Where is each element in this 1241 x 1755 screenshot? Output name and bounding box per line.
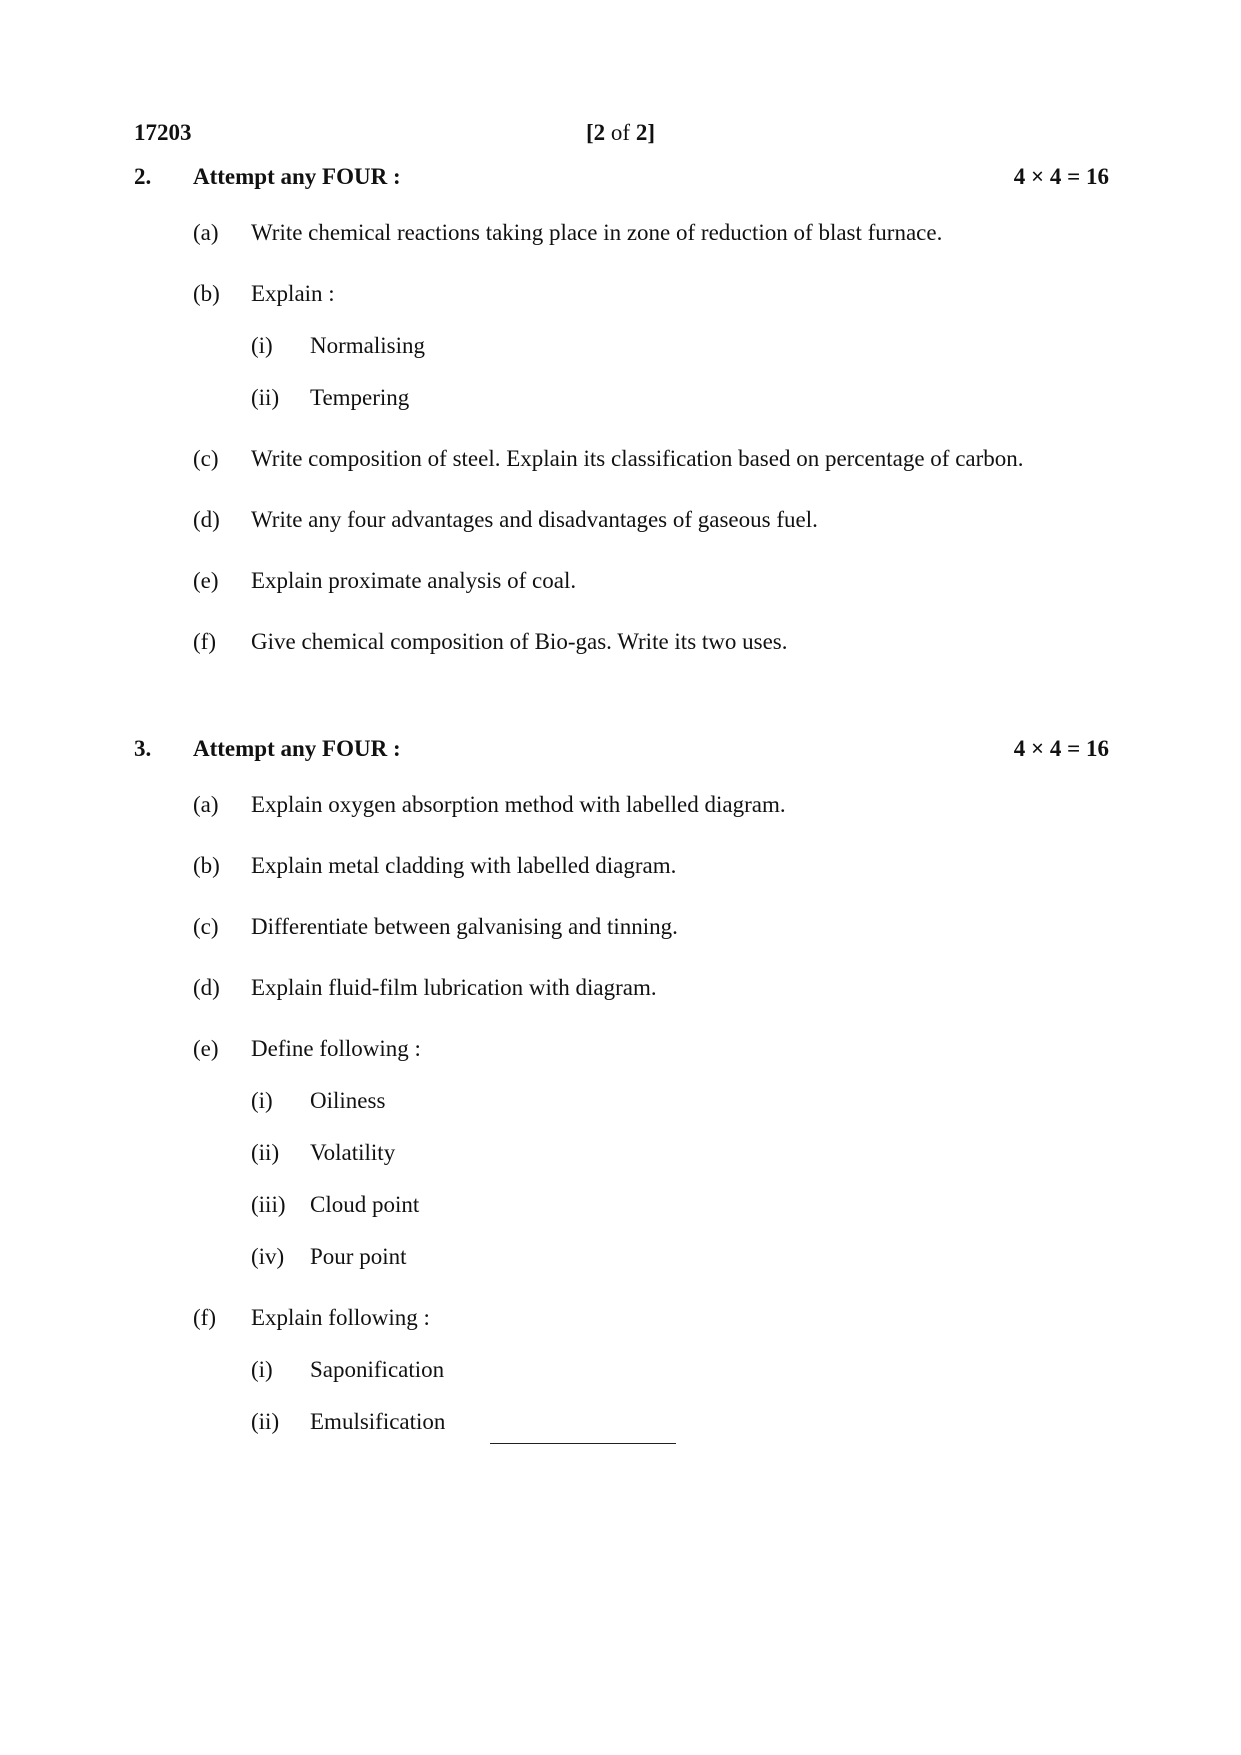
question-number: 2. xyxy=(134,164,152,189)
question-heading xyxy=(134,160,1109,194)
sub-item xyxy=(251,1132,1109,1174)
item-label: (b) xyxy=(193,853,220,878)
question-2 xyxy=(134,160,1109,682)
item-text: Write any four advantages and disadvantages of gaseous fuel. xyxy=(251,507,818,532)
sub-item-text: Normalising xyxy=(310,333,425,358)
sub-item-text: Emulsification xyxy=(310,1409,446,1434)
question-items xyxy=(134,784,1109,1443)
question-item xyxy=(134,438,1109,480)
item-label: (f) xyxy=(193,629,216,654)
item-text: Give chemical composition of Bio-gas. Write its two uses. xyxy=(251,629,788,654)
item-text: Write composition of steel. Explain its classification based on percentage of carbon. xyxy=(251,446,1024,471)
item-text: Define following : xyxy=(251,1036,421,1061)
question-item xyxy=(134,212,1109,254)
item-label: (a) xyxy=(193,792,219,817)
question-items xyxy=(134,212,1109,663)
question-item xyxy=(134,499,1109,541)
item-text: Explain metal cladding with labelled diagram. xyxy=(251,853,677,878)
sub-item-text: Volatility xyxy=(310,1140,396,1165)
question-item xyxy=(134,784,1109,826)
question-3 xyxy=(134,732,1109,1462)
sub-item xyxy=(251,1184,1109,1226)
sub-item-text: Cloud point xyxy=(310,1192,420,1217)
sub-item-text: Tempering xyxy=(310,385,410,410)
question-item xyxy=(134,845,1109,887)
sub-item-label: (ii) xyxy=(251,1409,280,1434)
question-heading xyxy=(134,732,1109,766)
sub-item xyxy=(251,1349,1109,1391)
item-text: Explain oxygen absorption method with labelled diagram. xyxy=(251,792,786,817)
sub-item-label: (ii) xyxy=(251,1140,280,1165)
sub-item xyxy=(251,1080,1109,1122)
question-marks: 4 × 4 = 16 xyxy=(1013,164,1109,189)
sub-item xyxy=(251,1236,1109,1278)
sub-item-label: (i) xyxy=(251,1088,273,1113)
item-text: Write chemical reactions taking place in zone of reduction of blast furnace. xyxy=(251,220,943,245)
sub-item-text: Saponification xyxy=(310,1357,445,1382)
page-number: [2 of 2] xyxy=(586,120,656,145)
item-label: (d) xyxy=(193,975,220,1000)
paper-code: 17203 xyxy=(134,120,192,145)
question-item xyxy=(134,621,1109,663)
item-text: Differentiate between galvanising and tinning. xyxy=(251,914,678,939)
sub-item xyxy=(251,325,1109,367)
sub-item xyxy=(251,1401,1109,1443)
item-label: (e) xyxy=(193,568,219,593)
item-text: Explain fluid-film lubrication with diagram. xyxy=(251,975,657,1000)
sub-item-text: Oiliness xyxy=(310,1088,386,1113)
item-label: (b) xyxy=(193,281,220,306)
question-title: Attempt any FOUR : xyxy=(193,164,401,189)
sub-item-label: (ii) xyxy=(251,385,280,410)
sub-items xyxy=(251,325,1109,419)
question-item xyxy=(134,1297,1109,1443)
item-label: (f) xyxy=(193,1305,216,1330)
page-header xyxy=(134,117,1109,149)
item-text: Explain proximate analysis of coal. xyxy=(251,568,577,593)
item-text: Explain : xyxy=(251,281,335,306)
question-item xyxy=(134,560,1109,602)
sub-item-label: (i) xyxy=(251,1357,273,1382)
item-label: (a) xyxy=(193,220,219,245)
item-label: (c) xyxy=(193,446,219,471)
item-label: (d) xyxy=(193,507,220,532)
question-marks: 4 × 4 = 16 xyxy=(1013,736,1109,761)
sub-item xyxy=(251,377,1109,419)
question-item xyxy=(134,273,1109,419)
item-text: Explain following : xyxy=(251,1305,430,1330)
question-number: 3. xyxy=(134,736,152,761)
sub-item-label: (iii) xyxy=(251,1192,286,1217)
question-item xyxy=(134,906,1109,948)
item-label: (e) xyxy=(193,1036,219,1061)
sub-item-label: (i) xyxy=(251,333,273,358)
sub-items xyxy=(251,1349,1109,1443)
sub-item-text: Pour point xyxy=(310,1244,407,1269)
question-item xyxy=(134,967,1109,1009)
end-of-paper-rule xyxy=(490,1443,676,1444)
sub-item-label: (iv) xyxy=(251,1244,285,1269)
question-item xyxy=(134,1028,1109,1278)
item-label: (c) xyxy=(193,914,219,939)
question-title: Attempt any FOUR : xyxy=(193,736,401,761)
sub-items xyxy=(251,1080,1109,1278)
